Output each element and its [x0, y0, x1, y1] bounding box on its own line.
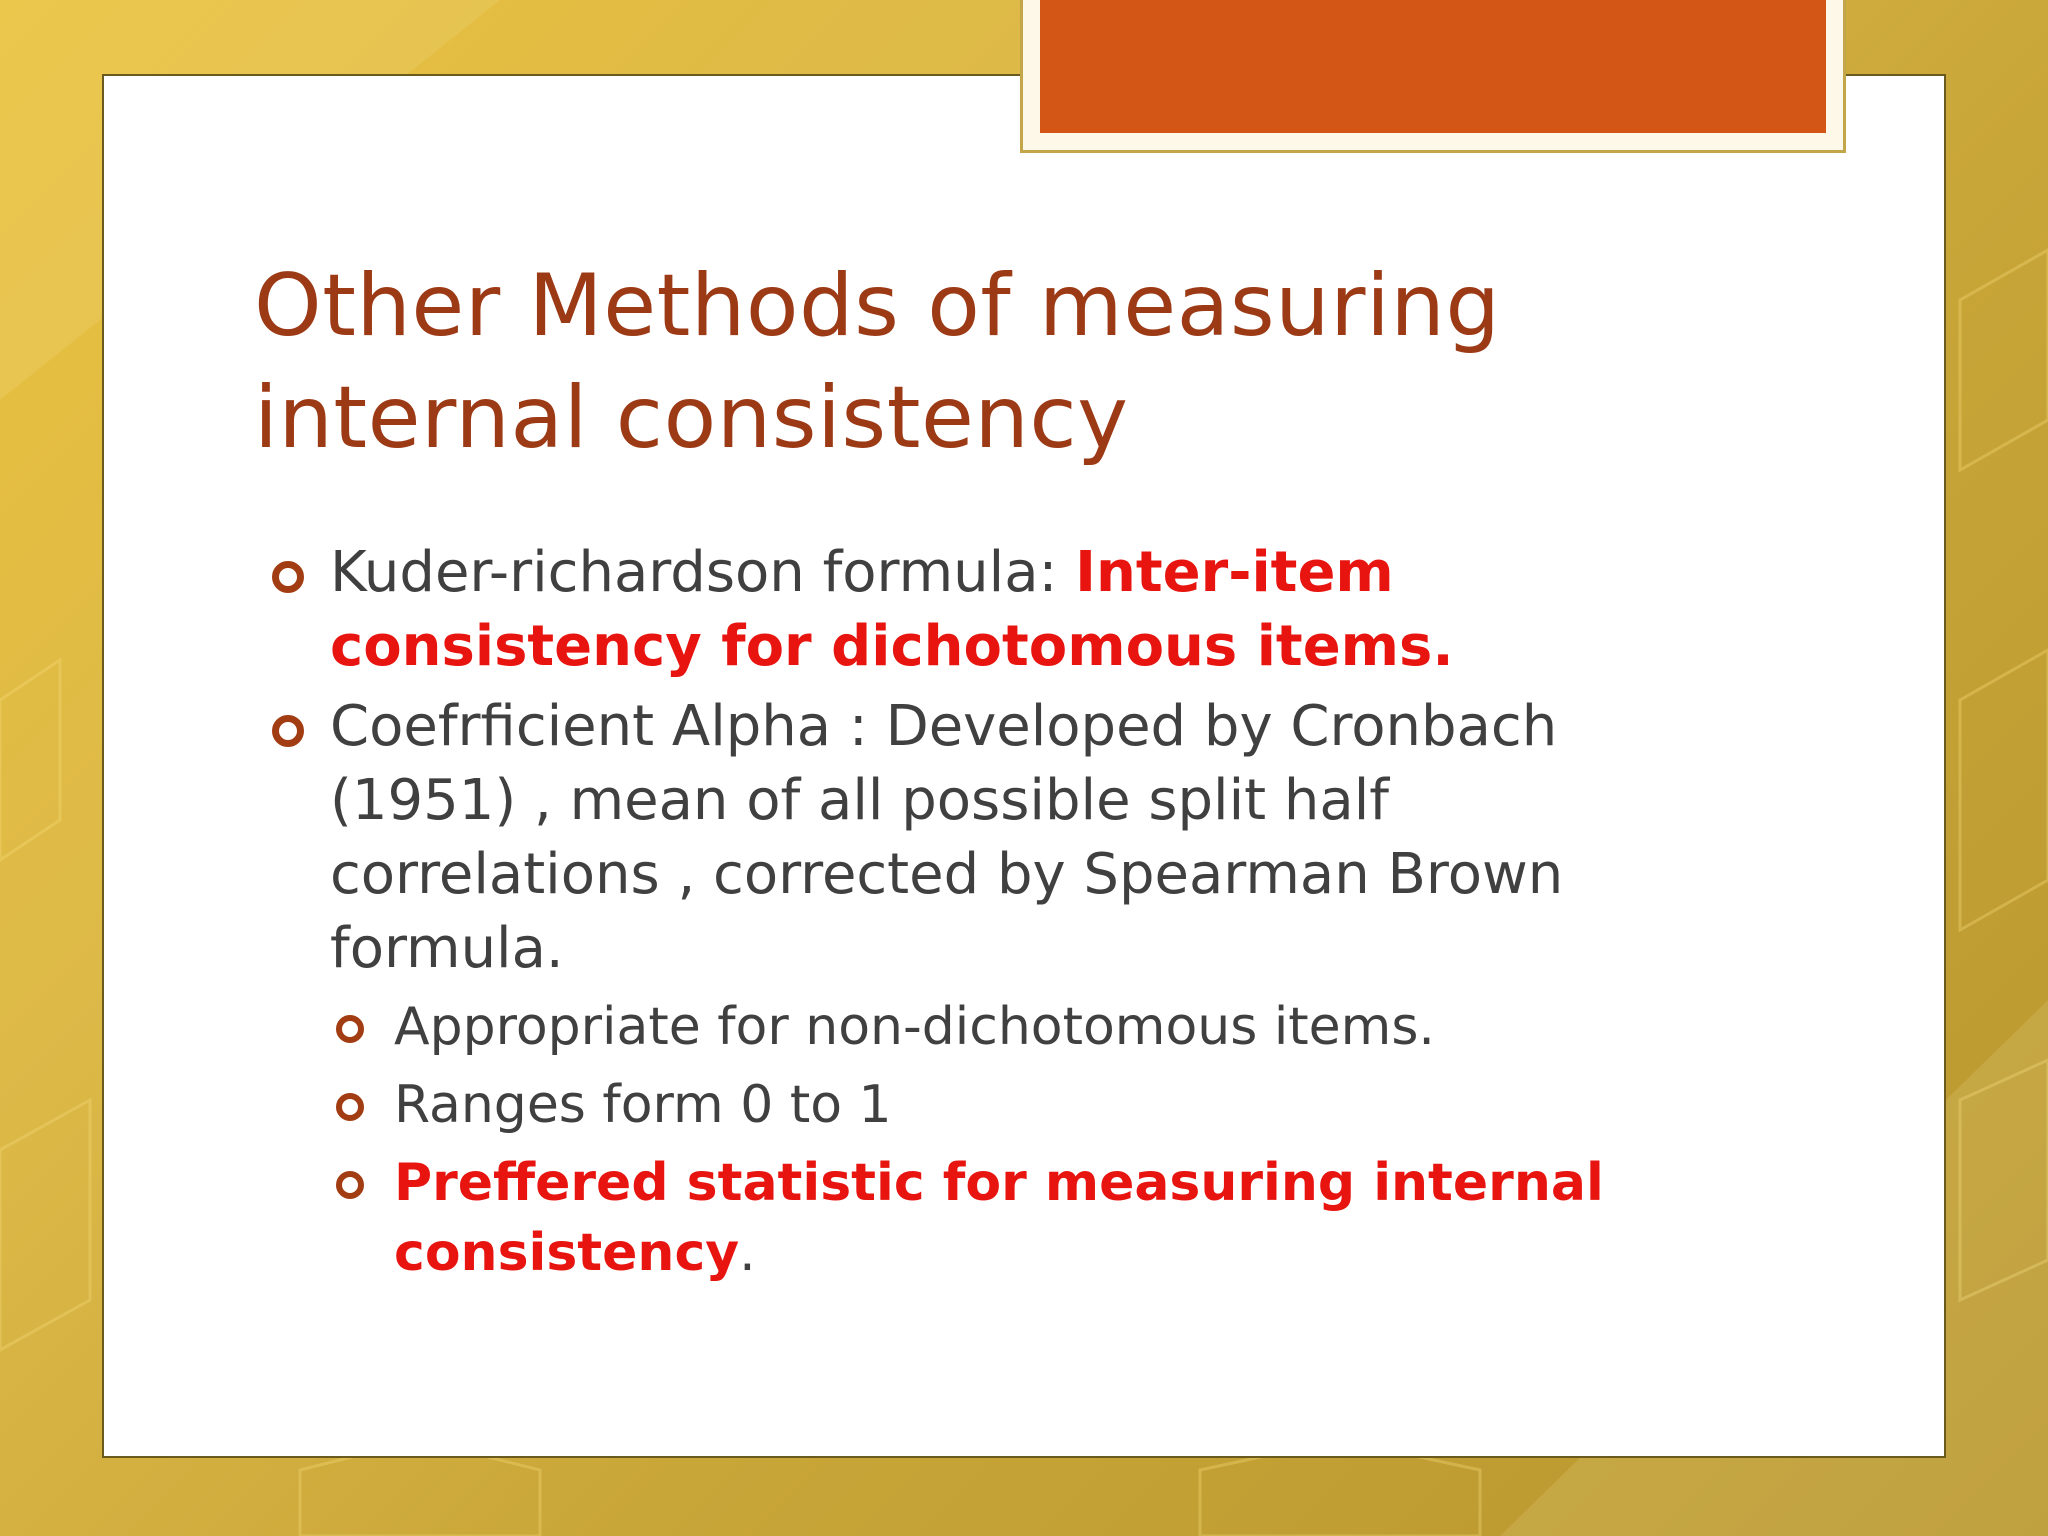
hollow-circle-bullet-icon: [272, 715, 304, 747]
bullet-text: Kuder-richardson formula:: [330, 540, 1076, 605]
subbullet-ranges: [334, 1070, 1730, 1140]
subbullet-suffix: .: [739, 1223, 756, 1283]
bullet-kuder-richardson: [270, 536, 1730, 684]
bullet-highlight: Inter-item consistency for dichotomous items.: [330, 540, 1454, 679]
slide-body: [270, 536, 1730, 1296]
hollow-circle-bullet-icon: [336, 1093, 364, 1121]
bullet-text: Coefrficient Alpha : Developed by Cronbach (1951) , mean of all possible split half correlations , corrected by Spearman Brown formula.: [330, 694, 1564, 981]
subbullet-preferred-statistic: [334, 1148, 1730, 1288]
title-accent-block: [1040, 0, 1826, 133]
slide-title: Other Methods of measuring internal consistency: [254, 256, 1501, 468]
subbullet-appropriate: [334, 992, 1730, 1062]
hollow-circle-bullet-icon: [336, 1171, 364, 1199]
hollow-circle-bullet-icon: [272, 561, 304, 593]
subbullet-highlight: Preffered statistic for measuring internal consistency: [394, 1153, 1604, 1283]
bullet-coefficient-alpha: [270, 690, 1730, 986]
subbullet-text: Appropriate for non-dichotomous items.: [394, 997, 1435, 1057]
subbullet-text: Ranges form 0 to 1: [394, 1075, 892, 1135]
hollow-circle-bullet-icon: [336, 1015, 364, 1043]
